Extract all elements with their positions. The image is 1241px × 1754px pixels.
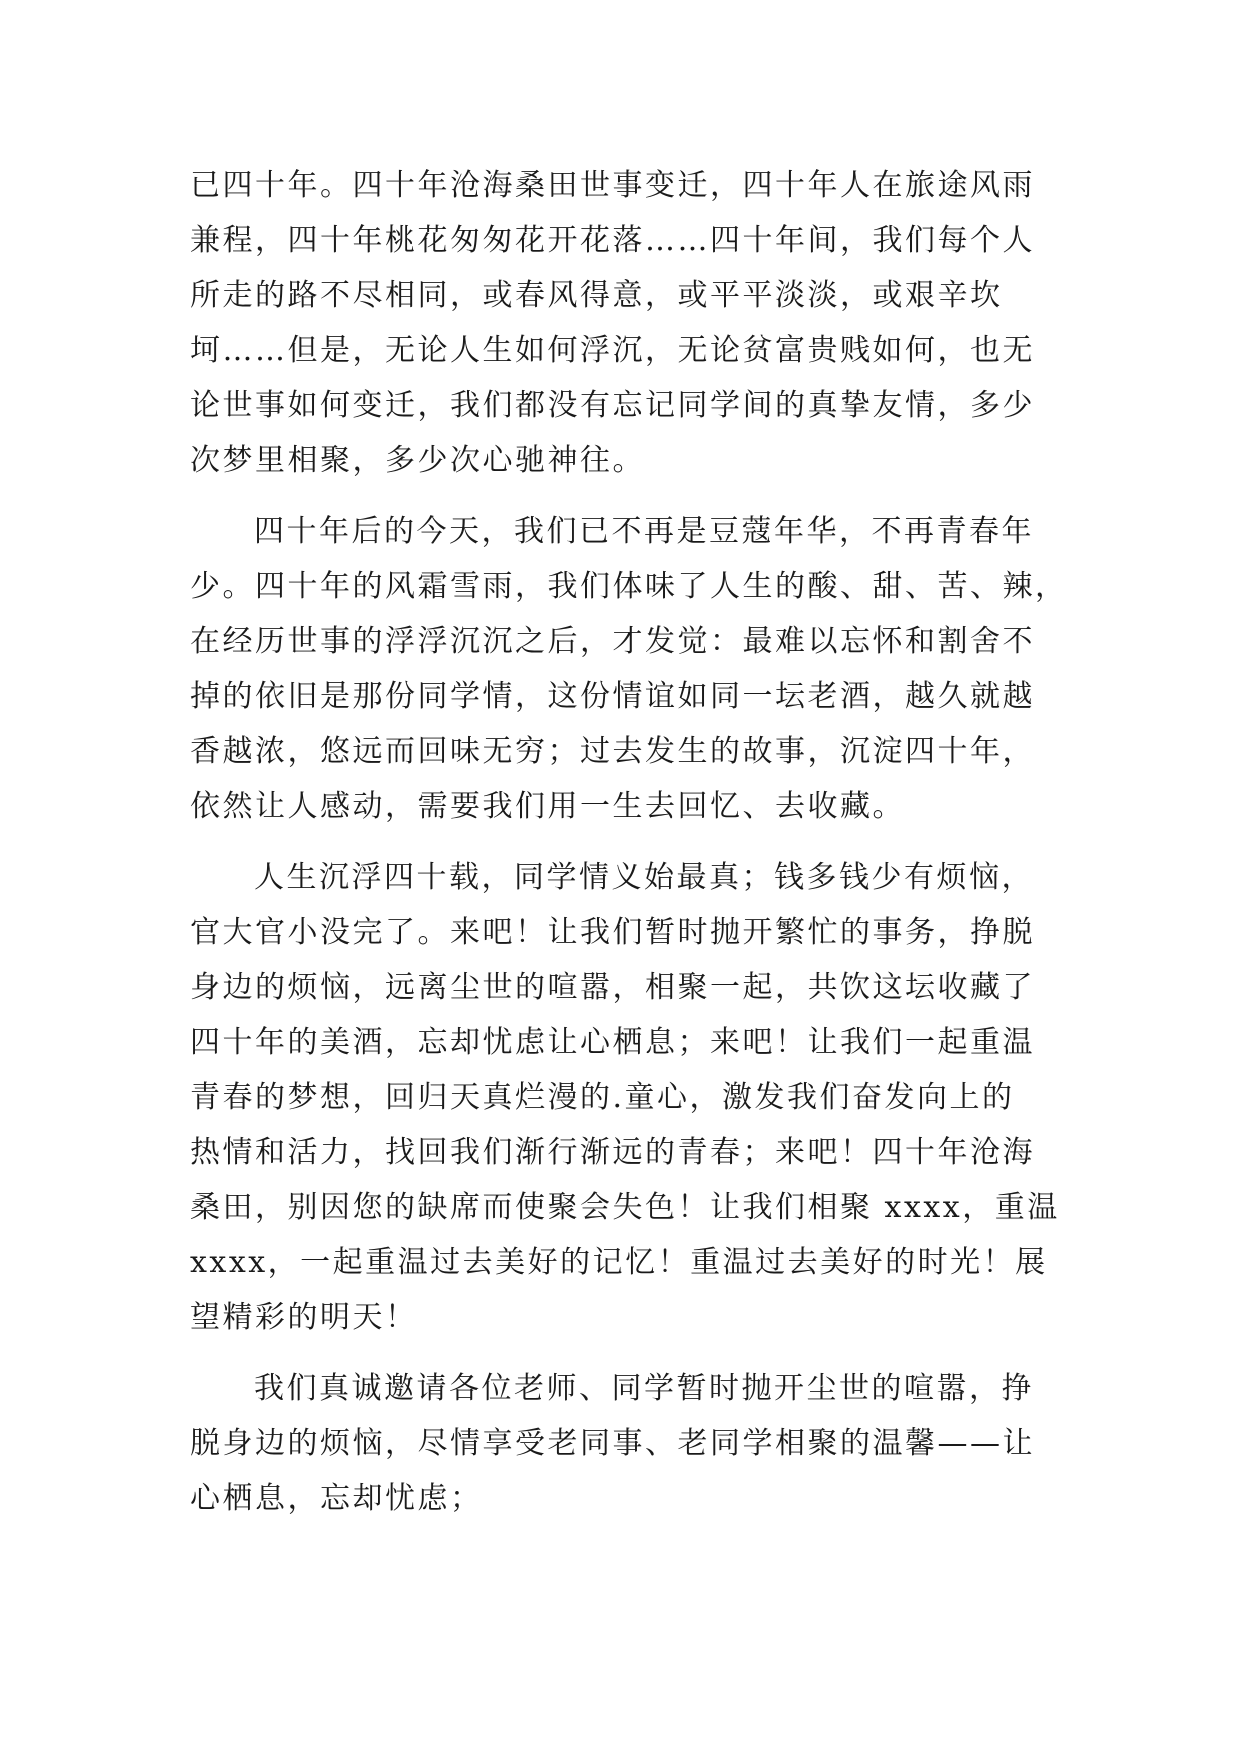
paragraph-spacer xyxy=(190,1345,1052,1361)
paragraph-line: 掉的依旧是那份同学情，这份情谊如同一坛老酒，越久就越 xyxy=(190,679,1035,714)
paragraph-line: 心栖息，忘却忧虑； xyxy=(190,1481,483,1516)
paragraph-line: 热情和活力，找回我们渐行渐远的青春；来吧！四十年沧海 xyxy=(190,1135,1035,1170)
paragraph-line: 坷……但是，无论人生如何浮沉，无论贫富贵贱如何，也无 xyxy=(190,333,1035,368)
paragraph-line: 次梦里相聚，多少次心驰神往。 xyxy=(190,443,645,478)
paragraph-line: 所走的路不尽相同，或春风得意，或平平淡淡，或艰辛坎 xyxy=(190,278,1003,313)
paragraph-line: 香越浓，悠远而回味无穷；过去发生的故事，沉淀四十年， xyxy=(190,734,1035,769)
paragraph-line: 在经历世事的浮浮沉沉之后，才发觉：最难以忘怀和割舍不 xyxy=(190,624,1035,659)
paragraph-line: 青春的梦想，回归天真烂漫的.童心，激发我们奋发向上的 xyxy=(190,1080,1015,1115)
paragraph-line: 已四十年。四十年沧海桑田世事变迁，四十年人在旅途风雨 xyxy=(190,168,1035,203)
paragraph-line: 人生沉浮四十载，同学情义始最真；钱多钱少有烦恼， xyxy=(254,860,1034,895)
paragraph-spacer xyxy=(190,834,1052,850)
paragraph-line: 脱身边的烦恼，尽情享受老同事、老同学相聚的温馨——让 xyxy=(190,1426,1035,1461)
paragraph-line: 少。四十年的风霜雪雨，我们体味了人生的酸、甜、苦、辣， xyxy=(190,569,1068,604)
document-body xyxy=(190,158,1068,1526)
paragraph-line: 四十年的美酒，忘却忧虑让心栖息；来吧！让我们一起重温 xyxy=(190,1025,1035,1060)
paragraph-4 xyxy=(190,1361,1052,1526)
paragraph-1 xyxy=(190,158,1052,488)
paragraph-line: 身边的烦恼，远离尘世的喧嚣，相聚一起，共饮这坛收藏了 xyxy=(190,970,1035,1005)
paragraph-line: 望精彩的明天！ xyxy=(190,1300,418,1335)
paragraph-2 xyxy=(190,504,1068,834)
paragraph-spacer xyxy=(190,488,1052,504)
paragraph-line: xxxx，一起重温过去美好的记忆！重温过去美好的时光！展 xyxy=(190,1245,1048,1280)
paragraph-line: 兼程，四十年桃花匆匆花开花落……四十年间，我们每个人 xyxy=(190,223,1035,258)
paragraph-line: 官大官小没完了。来吧！让我们暂时抛开繁忙的事务，挣脱 xyxy=(190,915,1035,950)
paragraph-line: 四十年后的今天，我们已不再是豆蔻年华，不再青春年 xyxy=(254,514,1034,549)
paragraph-line: 我们真诚邀请各位老师、同学暂时抛开尘世的喧嚣，挣 xyxy=(254,1371,1034,1406)
paragraph-3 xyxy=(190,850,1060,1345)
paragraph-line: 论世事如何变迁，我们都没有忘记同学间的真挚友情，多少 xyxy=(190,388,1035,423)
paragraph-line: 依然让人感动，需要我们用一生去回忆、去收藏。 xyxy=(190,789,905,824)
paragraph-line: 桑田，别因您的缺席而使聚会失色！让我们相聚 xxxx，重温 xyxy=(190,1190,1060,1225)
